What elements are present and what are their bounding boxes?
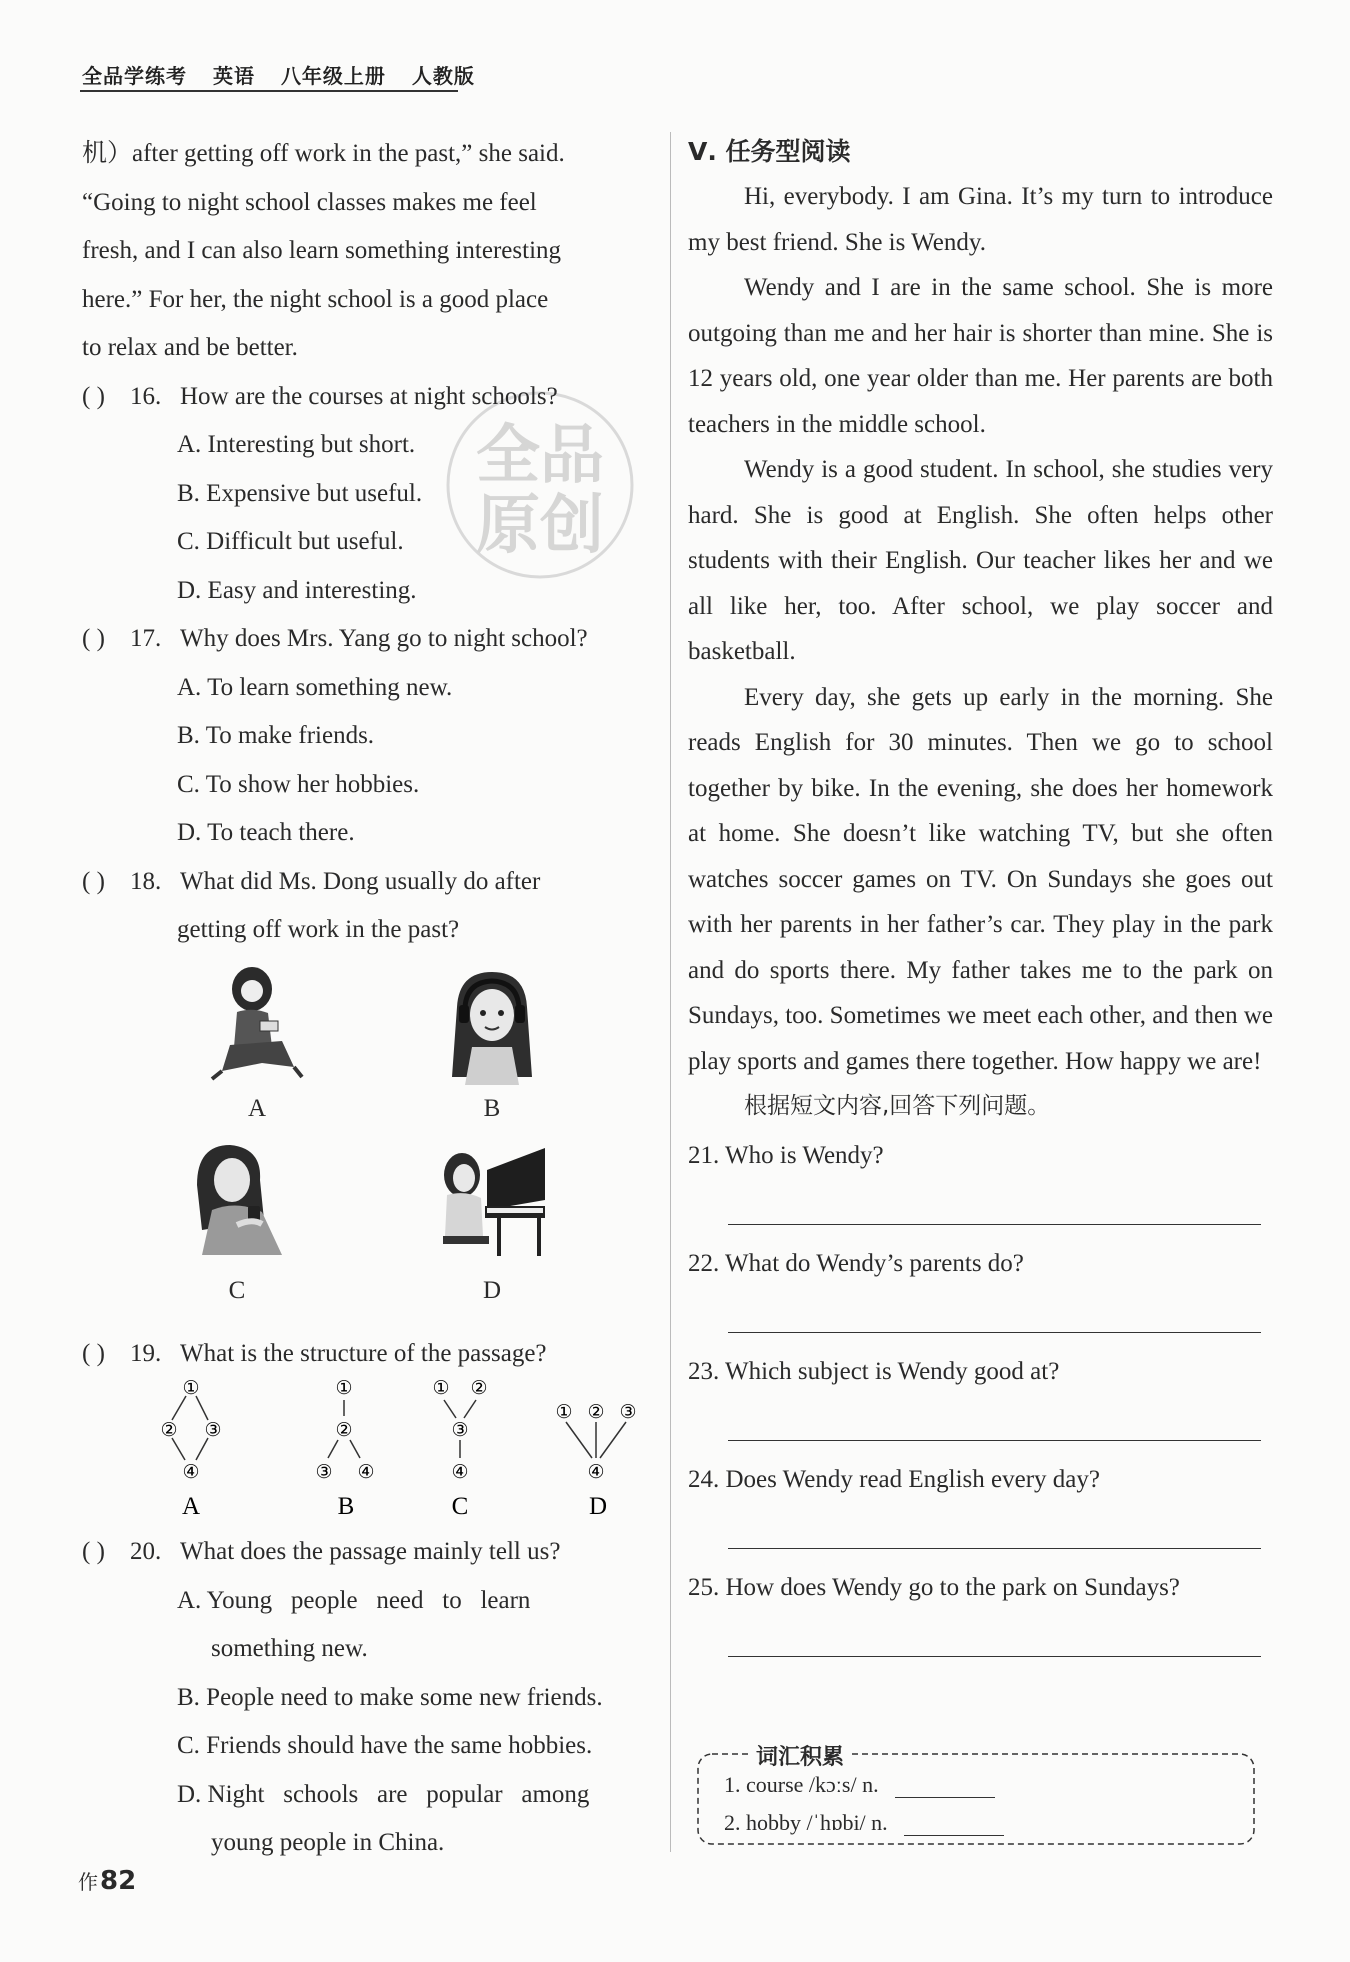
option-b: B. Expensive but useful.	[177, 479, 423, 507]
vocab-box	[694, 1740, 1260, 1850]
page-footer	[78, 1866, 136, 1896]
option-c: C. To show her hobbies.	[177, 770, 420, 798]
pic-label-c: C	[228, 1276, 246, 1304]
structure-label-b: B	[337, 1493, 355, 1520]
question-number: 18.	[130, 867, 162, 895]
question-22: 22. What do Wendy’s parents do?	[688, 1250, 1024, 1277]
passage-line: “Going to night school classes makes me feel	[82, 188, 537, 216]
circle-num: ②	[335, 1419, 353, 1441]
reading-paragraph: Wendy is a good student. In school, she studies very hard. She is good at English. She often helps other students with their English. Our teacher likes her and we all like her, too. After school, we play soccer and basketball.	[688, 456, 1273, 665]
left-column	[82, 130, 660, 1868]
circle-num: ③	[451, 1419, 469, 1441]
vocab-title: 词汇积累	[752, 1740, 848, 1771]
structure-option-b[interactable]	[315, 1378, 374, 1520]
instruction: 根据短文内容,回答下列问题。	[744, 1093, 1051, 1119]
woman-phone-picture[interactable]	[182, 1140, 292, 1260]
vocab-item-course	[724, 1772, 995, 1798]
circle-num: ①	[182, 1378, 200, 1399]
circle-num: ①	[555, 1401, 573, 1423]
answer-paren[interactable]: ( )	[82, 1538, 105, 1565]
vocab-word: 1. course /kɔːs/ n.	[724, 1772, 879, 1797]
question-text: What does the passage mainly tell us?	[180, 1538, 561, 1565]
circle-num: ④	[587, 1461, 605, 1483]
option-b: B. People need to make some new friends.	[177, 1683, 603, 1711]
girl-headphones-picture[interactable]	[437, 967, 547, 1087]
structure-label-c: C	[451, 1493, 469, 1520]
option-d-line2: young people in China.	[211, 1829, 445, 1856]
footer-prefix: 作	[78, 1870, 98, 1894]
question-number: 17.	[130, 625, 162, 652]
pic-label-b: B	[483, 1094, 501, 1122]
passage-line: fresh, and I can also learn something interesting	[82, 237, 562, 264]
circle-num: ①	[432, 1378, 450, 1399]
circle-num: ④	[182, 1461, 200, 1483]
question-text: How are the courses at night schools?	[180, 382, 558, 410]
circle-num: ④	[357, 1461, 375, 1483]
circle-num: ③	[204, 1419, 222, 1441]
question-17	[82, 615, 660, 664]
passage-line: to relax and be better.	[82, 334, 298, 361]
girl-piano-picture[interactable]	[437, 1140, 547, 1260]
option-b: B. To make friends.	[177, 722, 375, 749]
pic-label-d: D	[482, 1276, 502, 1304]
picture-options	[82, 955, 660, 1330]
option-d-line1: D. Night schools are popular among	[177, 1780, 590, 1808]
vocab-blank[interactable]	[904, 1815, 1004, 1836]
series-name: 全品学练考	[82, 64, 187, 88]
structure-option-a[interactable]	[160, 1378, 221, 1520]
watermark-line2: 原创	[476, 489, 604, 563]
option-a: A. To learn something new.	[177, 673, 453, 701]
question-number: 19.	[130, 1339, 162, 1367]
reading-paragraph: Wendy and I are in the same school. She is more outgoing than me and her hair is shorter than mine. She is 12 years old, one year older than me. Her parents are both teachers in the middle school.	[688, 274, 1273, 438]
answer-line-22[interactable]	[728, 1286, 1261, 1333]
circle-num: ③	[619, 1401, 637, 1423]
option-d	[82, 1771, 660, 1868]
question-18	[82, 858, 660, 907]
question-16	[82, 373, 660, 422]
girl-sitting-picture[interactable]	[202, 967, 312, 1087]
question-25: 25. How does Wendy go to the park on Sundays?	[688, 1574, 1180, 1601]
question-24: 24. Does Wendy read English every day?	[688, 1466, 1100, 1493]
page-header	[82, 60, 493, 89]
vocab-word: 2. hobby /ˈhɒbi/ n.	[724, 1810, 888, 1835]
structure-label-d: D	[588, 1493, 608, 1520]
structure-label-a: A	[181, 1493, 201, 1520]
question-21: 21. Who is Wendy?	[688, 1142, 884, 1169]
column-divider	[670, 132, 671, 1852]
watermark-line1: 全品	[476, 419, 604, 493]
option-a	[82, 1577, 660, 1674]
reading-paragraph: Every day, she gets up early in the morning. She reads English for 30 minutes. Then we go to school together by bike. In the evening, she does her homework at home. She doesn’t like watching TV, but she often watches soccer games on TV. On Sundays she goes out with her parents in her father’s car. They play in the park and do sports there. My father takes me to the park on Sundays, too. Sometimes we meet each other, and then we play sports and games there together. How happy we are!	[688, 683, 1273, 1075]
answer-line-24[interactable]	[728, 1502, 1261, 1549]
question-19	[82, 1330, 660, 1379]
reading-paragraph: Hi, everybody. I am Gina. It’s my turn to introduce my best friend. She is Wendy.	[688, 183, 1273, 256]
question-number: 16.	[130, 382, 162, 410]
circle-num: ③	[315, 1461, 333, 1483]
edition: 人教版	[411, 64, 475, 88]
header-rule	[80, 90, 458, 92]
option-c: C. Difficult but useful.	[177, 528, 404, 555]
question-text: What did Ms. Dong usually do after	[180, 867, 541, 895]
question-20	[82, 1528, 660, 1577]
answer-paren[interactable]: ( )	[82, 382, 105, 410]
subject: 英语	[212, 64, 255, 88]
page-number: 82	[100, 1866, 137, 1896]
answer-paren[interactable]: ( )	[82, 867, 105, 895]
circle-num: ②	[587, 1401, 605, 1423]
pic-label-a: A	[247, 1094, 267, 1122]
answer-line-25[interactable]	[728, 1610, 1261, 1657]
answer-paren[interactable]: ( )	[82, 625, 105, 652]
circle-num: ②	[470, 1378, 488, 1399]
question-text-cont: getting off work in the past?	[177, 916, 460, 943]
passage-line: 机）after getting off work in the past,” she said.	[82, 140, 565, 167]
grade: 八年级上册	[280, 64, 386, 88]
answer-line-23[interactable]	[728, 1394, 1261, 1441]
option-c: C. Friends should have the same hobbies.	[177, 1732, 593, 1759]
structure-diagrams	[82, 1378, 660, 1528]
option-a-line2: something new.	[211, 1635, 368, 1662]
circle-num: ②	[160, 1419, 178, 1441]
option-d: D. To teach there.	[177, 819, 355, 846]
structure-option-c[interactable]	[432, 1378, 487, 1520]
question-23: 23. Which subject is Wendy good at?	[688, 1358, 1060, 1385]
passage-line: here.” For her, the night school is a good place	[82, 285, 549, 313]
vocab-item-hobby	[724, 1810, 1004, 1836]
option-a-line1: A. Young people need to learn	[177, 1586, 531, 1614]
question-number: 20.	[130, 1538, 162, 1565]
question-text: What is the structure of the passage?	[180, 1339, 547, 1367]
circle-num: ④	[451, 1461, 469, 1483]
option-a: A. Interesting but short.	[177, 431, 416, 458]
option-d: D. Easy and interesting.	[177, 576, 417, 604]
question-text: Why does Mrs. Yang go to night school?	[180, 625, 588, 652]
structure-option-d[interactable]	[555, 1401, 636, 1520]
section-title: Ⅴ. 任务型阅读	[688, 137, 851, 166]
circle-num: ①	[335, 1378, 353, 1399]
vocab-blank[interactable]	[895, 1777, 995, 1798]
answer-line-21[interactable]	[728, 1178, 1261, 1225]
answer-paren[interactable]: ( )	[82, 1339, 105, 1367]
right-column	[688, 130, 1273, 1673]
